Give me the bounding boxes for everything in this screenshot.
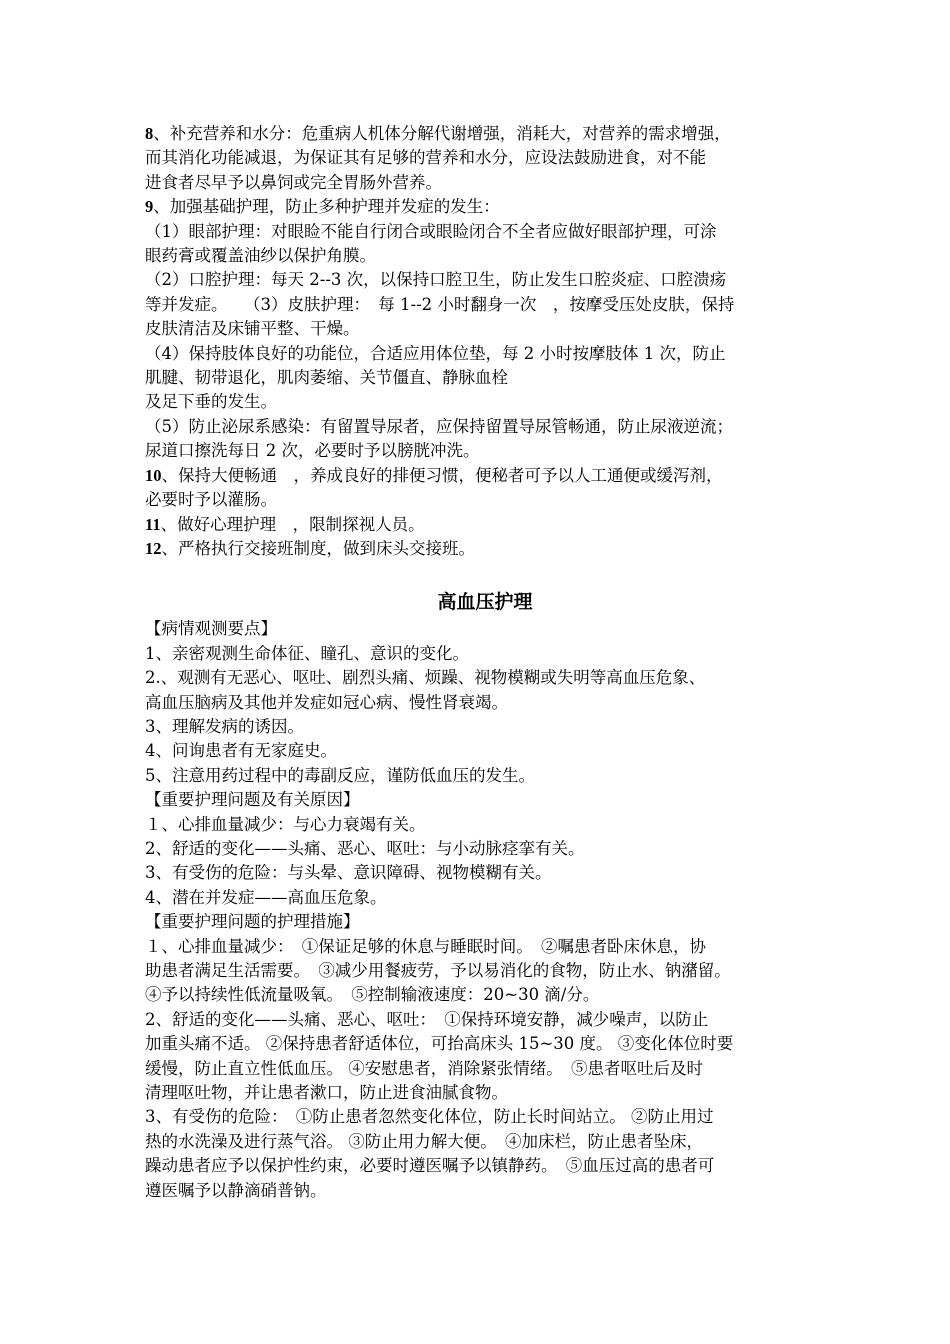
hyp-line-10: 2、舒适的变化——头痛、恶心、呕吐：与小动脉痉挛有关。 [145,838,585,858]
item-8-number: 8 [145,124,154,143]
item-9: 9、加强基础护理，防止多种护理并发症的发生： [145,197,500,217]
hyp-line-20: 清理呕吐物，并让患者漱口，防止进食油腻食物。 [145,1083,508,1103]
hyp-line-1: 【病情观测要点】 [145,619,277,639]
hyp-line-8: 【重要护理问题及有关原因】 [145,790,360,810]
hyp-line-2: 1、亲密观测生命体征、瞳孔、意识的变化。 [145,643,469,663]
document-page [145,122,825,1203]
hyp-line-15: 助患者满足生活需要。 ③减少用餐疲劳，予以易消化的食物，防止水、钠潴留。 [145,961,731,980]
sub-line-3: （2）口腔护理：每天 2--3 次，以保持口腔卫生，防止发生口腔炎症、口腔溃疡 [145,270,727,290]
hypertension-section [145,617,825,1203]
item-8-line-3: 进食者尽早予以鼻饲或完全胃肠外营养。 [145,172,442,192]
hyp-line-6: 4、问询患者有无家庭史。 [145,741,337,761]
sub-line-2: 眼药膏或覆盖油纱以保护角膜。 [145,246,376,266]
item-11-number: 11 [145,514,161,534]
sub-line-10: 尿道口擦洗每日 2 次，必要时予以膀胱冲洗。 [145,441,480,461]
item-8-line-1: 8、补充营养和水分：危重病人机体分解代谢增强，消耗大，对营养的需求增强， [145,124,731,143]
hyp-line-4: 高血压脑病及其他并发症如冠心病、慢性肾衰竭。 [145,692,508,712]
hyp-line-18: 加重头痛不适。 ②保持患者舒适体位，可抬高床头 15~30 度。 ③变化体位时要 [145,1034,734,1054]
sub-line-6: （4）保持肢体良好的功能位，合适应用体位垫，每 2 小时按摩肢体 1 次，防止 [145,343,726,363]
hyp-line-3: 2.、观测有无恶心、呕吐、剧烈头痛、烦躁、视物模糊或失明等高血压危象、 [145,668,706,688]
hyp-line-11: 3、有受伤的危险：与头晕、意识障碍、视物模糊有关。 [145,863,552,883]
hyp-line-23: 躁动患者应予以保护性约束，必要时遵医嘱予以镇静药。 ⑤血压过高的患者可 [145,1156,715,1176]
item-10-line-2: 必要时予以灌肠。 [145,490,277,510]
item-8-line-2: 而其消化功能减退，为保证其有足够的营养和水分，应设法鼓励进食，对不能 [145,148,706,168]
item-8 [145,122,825,195]
item-9-number: 9 [145,197,154,217]
item-10-line-1: 10、保持大便畅通 ，养成良好的排便习惯，便秘者可予以人工通便或缓泻剂， [145,465,723,485]
sub-line-4: 等并发症。 （3）皮肤护理： 每 1--2 小时翻身一次 ，按摩受压处皮肤，保持 [145,294,735,314]
hyp-line-21: 3、有受伤的危险： ①防止患者忽然变化体位，防止长时间站立。 ②防止用过 [145,1107,714,1127]
hyp-line-22: 热的水洗澡及进行蒸气浴。 ③防止用力解大便。 ④加床栏，防止患者坠床， [145,1131,703,1151]
hyp-line-17: 2、舒适的变化——头痛、恶心、呕吐： ①保持环境安静，减少噪声，以防止 [145,1009,709,1029]
item-10-number: 10 [145,465,162,485]
item-11: 11、做好心理护理 ，限制探视人员。 [145,514,425,534]
hyp-line-14: １、心排血量减少： ①保证足够的休息与睡眠时间。 ②嘱患者卧床休息，协 [145,936,706,956]
sub-line-1: （1）眼部护理：对眼睑不能自行闭合或眼睑闭合不全者应做好眼部护理，可涂 [145,221,717,241]
sub-line-9: （5）防止泌尿系感染：有留置导尿者，应保持留置导尿管畅通，防止尿液逆流； [145,416,733,436]
sub-line-5: 皮肤清洁及床铺平整、干燥。 [145,319,360,339]
hyp-line-16: ④予以持续性低流量吸氧。 ⑤控制输液速度：20~30 滴/分。 [145,985,600,1005]
hyp-line-12: 4、潜在并发症——高血压危象。 [145,887,387,907]
sub-line-7: 肌腱、韧带退化，肌肉萎缩、关节僵直、静脉血栓 [145,368,508,388]
hyp-line-5: 3、理解发病的诱因。 [145,716,304,736]
hyp-line-24: 遵医嘱予以静滴硝普钠。 [145,1180,327,1200]
hyp-line-13: 【重要护理问题的护理措施】 [145,912,360,932]
sub-line-8: 及足下垂的发生。 [145,392,277,412]
item-12: 12、严格执行交接班制度，做到床头交接班。 [145,538,475,558]
item-12-number: 12 [145,538,162,558]
section-gap [145,561,825,585]
hyp-line-9: １、心排血量减少：与心力衰竭有关。 [145,814,426,834]
item-10 [145,464,825,513]
hyp-line-7: 5、注意用药过程中的毒副反应，谨防低血压的发生。 [145,765,535,785]
section-title: 高血压护理 [437,591,533,614]
item-9-sub-list [145,220,825,464]
hyp-line-19: 缓慢，防止直立性低血压。 ④安慰患者，消除紧张情绪。 ⑤患者呕吐后及时 [145,1058,703,1078]
